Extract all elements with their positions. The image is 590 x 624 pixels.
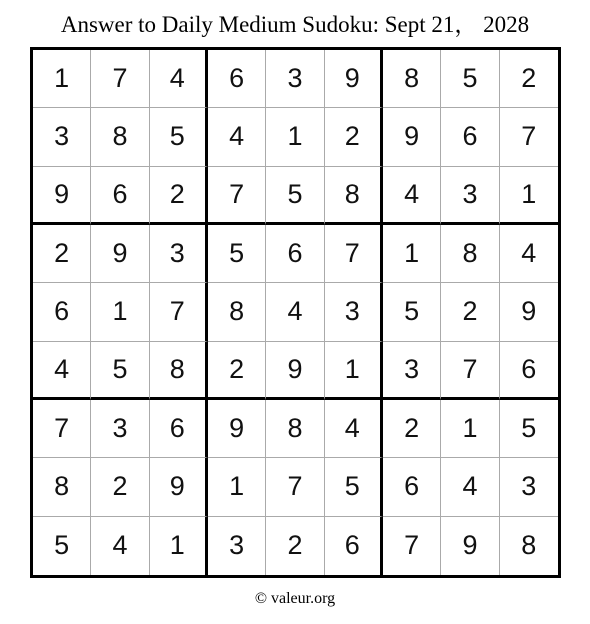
sudoku-cell: 3 <box>266 50 324 108</box>
sudoku-cell: 2 <box>150 167 208 225</box>
sudoku-cell: 9 <box>33 167 91 225</box>
sudoku-cell: 4 <box>383 167 441 225</box>
puzzle-title: Answer to Daily Medium Sudoku: Sept 21， 2028 <box>60 12 530 37</box>
sudoku-cell: 4 <box>150 50 208 108</box>
sudoku-cell: 3 <box>500 458 558 516</box>
sudoku-cell: 1 <box>208 458 266 516</box>
sudoku-cell: 1 <box>383 225 441 283</box>
sudoku-cell: 6 <box>150 400 208 458</box>
sudoku-cell: 8 <box>441 225 499 283</box>
sudoku-cell: 5 <box>208 225 266 283</box>
sudoku-cell: 8 <box>266 400 324 458</box>
sudoku-cell: 8 <box>383 50 441 108</box>
sudoku-cell: 5 <box>441 50 499 108</box>
copyright-footer: © valeur.org <box>254 590 336 607</box>
sudoku-cell: 4 <box>33 342 91 400</box>
sudoku-cell: 6 <box>383 458 441 516</box>
sudoku-cell: 7 <box>383 517 441 575</box>
sudoku-cell: 5 <box>325 458 383 516</box>
sudoku-cell: 9 <box>383 108 441 166</box>
sudoku-cell: 7 <box>325 225 383 283</box>
sudoku-cell: 5 <box>33 517 91 575</box>
sudoku-cell: 2 <box>500 50 558 108</box>
sudoku-cell: 8 <box>91 108 149 166</box>
sudoku-cell: 1 <box>325 342 383 400</box>
sudoku-cell: 7 <box>441 342 499 400</box>
sudoku-cell: 7 <box>500 108 558 166</box>
sudoku-cell: 9 <box>441 517 499 575</box>
sudoku-cell: 8 <box>521 530 537 561</box>
sudoku-cell: 2 <box>383 400 441 458</box>
sudoku-cell: 4 <box>91 517 149 575</box>
sudoku-cell: 8 <box>325 167 383 225</box>
sudoku-cell: 2 <box>33 225 91 283</box>
sudoku-cell: 6 <box>266 225 324 283</box>
sudoku-cell: 8 <box>208 283 266 341</box>
sudoku-cell: 5 <box>150 108 208 166</box>
sudoku-cell: 1 <box>91 283 149 341</box>
sudoku-cell: 3 <box>208 517 266 575</box>
sudoku-cell: 3 <box>33 108 91 166</box>
sudoku-cell: 8 <box>33 458 91 516</box>
sudoku-cell: 7 <box>91 50 149 108</box>
sudoku-cell: 9 <box>500 283 558 341</box>
sudoku-cell: 5 <box>91 342 149 400</box>
sudoku-cell: 3 <box>325 283 383 341</box>
sudoku-cell: 1 <box>441 400 499 458</box>
sudoku-cell: 7 <box>208 167 266 225</box>
sudoku-cell: 9 <box>208 400 266 458</box>
sudoku-cell: 4 <box>208 108 266 166</box>
sudoku-cell: 3 <box>91 400 149 458</box>
sudoku-cell: 2 <box>441 283 499 341</box>
sudoku-cell: 2 <box>266 517 324 575</box>
sudoku-cell: 9 <box>150 458 208 516</box>
sudoku-cell: 1 <box>150 517 208 575</box>
sudoku-cell: 6 <box>208 50 266 108</box>
sudoku-cell: 4 <box>266 283 324 341</box>
sudoku-cell: 5 <box>500 400 558 458</box>
sudoku-cell: 9 <box>91 225 149 283</box>
sudoku-cell: 4 <box>441 458 499 516</box>
sudoku-cell: 6 <box>325 517 383 575</box>
sudoku-cell: 6 <box>33 283 91 341</box>
sudoku-cell: 3 <box>150 225 208 283</box>
sudoku-cell: 7 <box>33 400 91 458</box>
sudoku-board <box>30 47 561 578</box>
sudoku-cell: 2 <box>325 108 383 166</box>
sudoku-cell: 9 <box>266 342 324 400</box>
sudoku-cell: 9 <box>325 50 383 108</box>
sudoku-cell: 4 <box>325 400 383 458</box>
sudoku-cell: 6 <box>441 108 499 166</box>
sudoku-cell: 8 <box>150 342 208 400</box>
sudoku-cell: 7 <box>266 458 324 516</box>
sudoku-cell: 2 <box>91 458 149 516</box>
sudoku-cell: 1 <box>500 167 558 225</box>
sudoku-cell: 3 <box>383 342 441 400</box>
sudoku-cell: 2 <box>208 342 266 400</box>
sudoku-cell: 1 <box>33 50 91 108</box>
sudoku-cell: 4 <box>500 225 558 283</box>
sudoku-cell: 1 <box>266 108 324 166</box>
sudoku-cell: 6 <box>91 167 149 225</box>
sudoku-cell: 7 <box>150 283 208 341</box>
sudoku-cell: 6 <box>500 342 558 400</box>
sudoku-cell: 3 <box>441 167 499 225</box>
sudoku-cell: 5 <box>266 167 324 225</box>
sudoku-cell: 5 <box>383 283 441 341</box>
